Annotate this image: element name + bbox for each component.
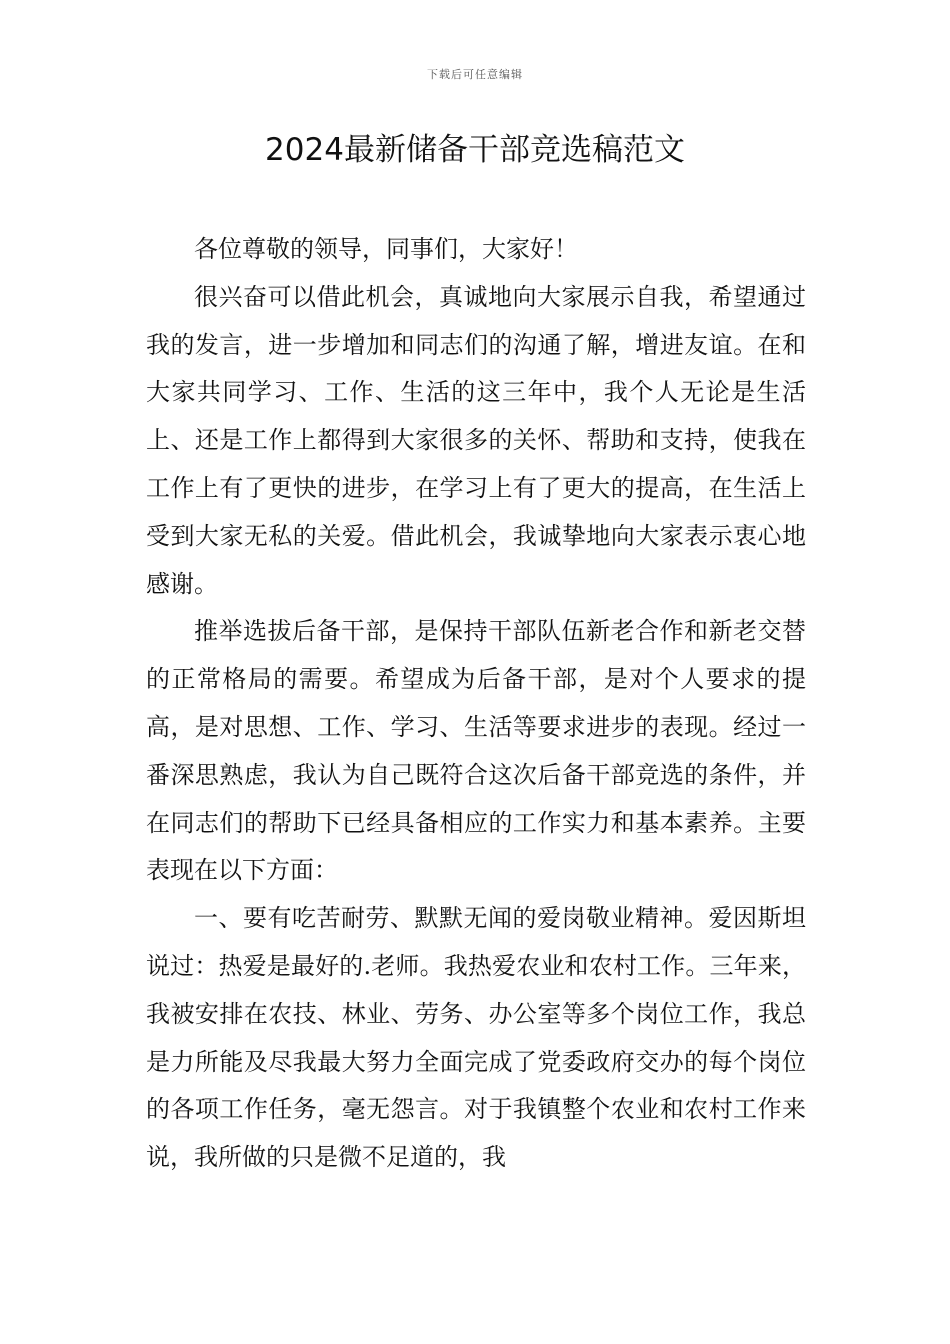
paragraph-intro: 很兴奋可以借此机会，真诚地向大家展示自我，希望通过我的发言，进一步增加和同志们的沟通了解，增进友谊。在和大家共同学习、工作、生活的这三年中，我个人无论是生活上、还是工作上都得到大家很多的关怀、帮助和支持，使我在工作上有了更快的进步，在学习上有了更大的提高，在生活上受到大家无私的关爱。借此机会，我诚挚地向大家表示衷心地感谢。 — [146, 282, 806, 598]
document-title: 2024最新储备干部竞选稿范文 — [265, 132, 685, 168]
paragraph-point-one: 一、要有吃苦耐劳、默默无闻的爱岗敬业精神。爱因斯坦说过：热爱是最好的.老师。我热爱农业和农村工作。三年来，我被安排在农技、林业、劳务、办公室等多个岗位工作，我总是力所能及尽我最大努力全面完成了党委政府交办的每个岗位的各项工作任务，毫无怨言。对于我镇整个农业和农村工作来说，我所做的只是微不足道的，我 — [146, 904, 806, 1172]
header-note: 下载后可任意编辑 — [427, 68, 523, 81]
document-body — [146, 226, 806, 1182]
paragraph-greeting: 各位尊敬的领导，同事们，大家好！ — [194, 235, 578, 263]
paragraph-reason: 推举选拔后备干部，是保持干部队伍新老合作和新老交替的正常格局的需要。希望成为后备干部，是对个人要求的提高，是对思想、工作、学习、生活等要求进步的表现。经过一番深思熟虑，我认为自己既符合这次后备干部竞选的条件，并在同志们的帮助下已经具备相应的工作实力和基本素养。主要表现在以下方面： — [146, 617, 806, 885]
